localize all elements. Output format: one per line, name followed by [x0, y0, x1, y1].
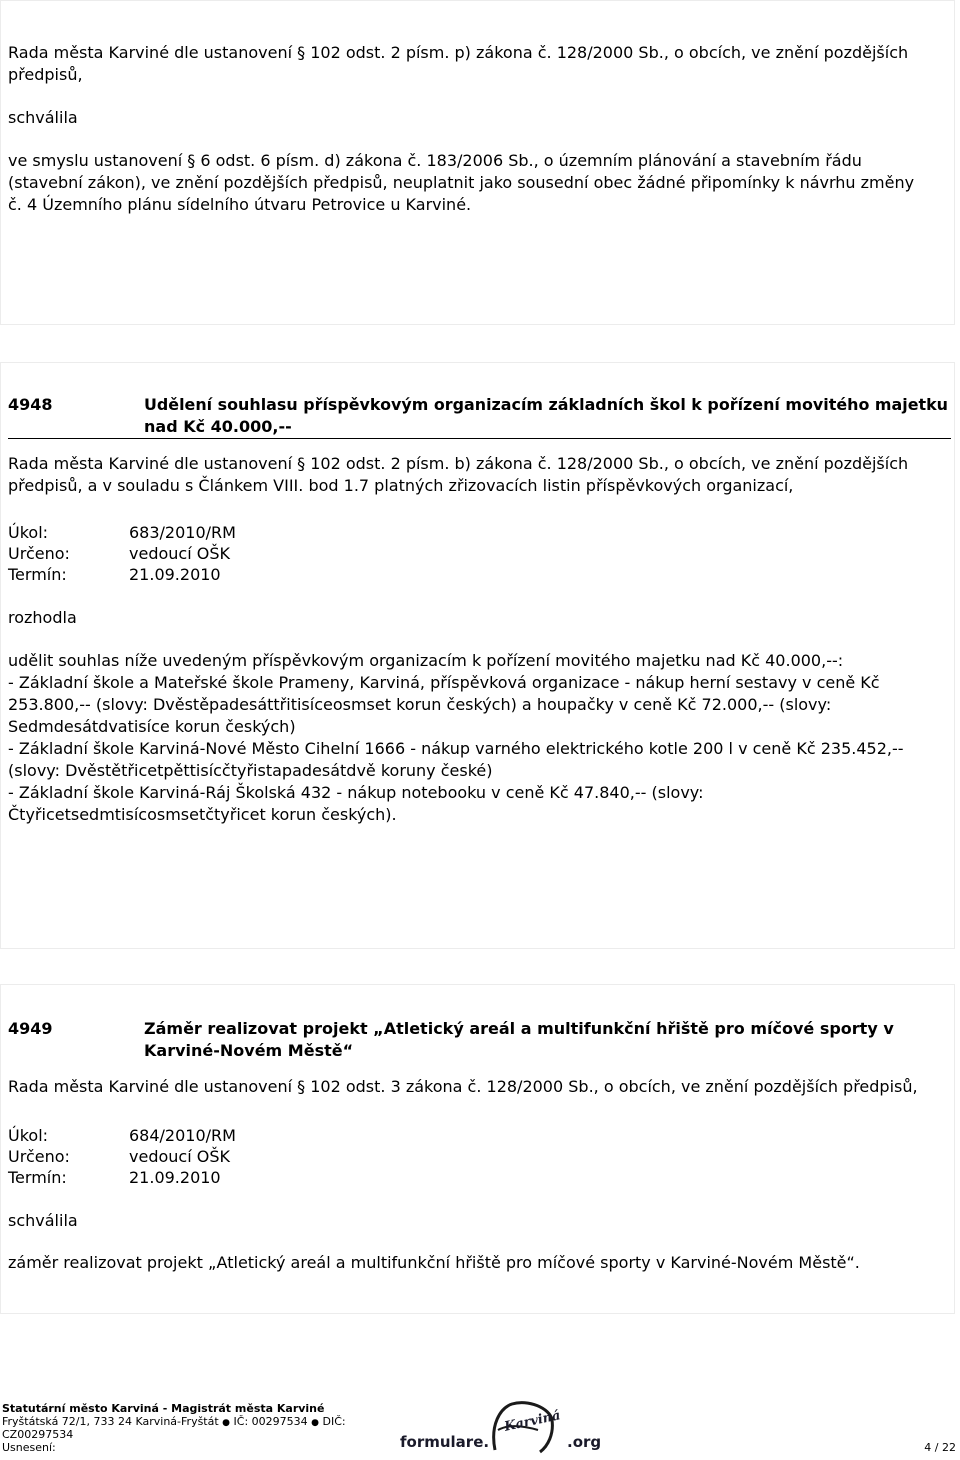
- resolution-block-4949: [0, 984, 955, 1314]
- intro-line-1: Rada města Karviné dle ustanovení § 102 odst. 2 písm. p) zákona č. 128/2000 Sb., o obcích, ve znění pozdějších: [8, 43, 909, 62]
- task-value: 684/2010/RM: [129, 1126, 236, 1145]
- body-line-4: Sedmdesátdvatisíce korun českých): [8, 717, 296, 736]
- task-value: 683/2010/RM: [129, 523, 236, 542]
- intro-line: Rada města Karviné dle ustanovení § 102 odst. 3 zákona č. 128/2000 Sb., o obcích, ve znění pozdějších předpisů,: [8, 1077, 918, 1096]
- resolution-block-1: [0, 0, 955, 325]
- decision-label: schválila: [8, 108, 78, 127]
- footer-ic: IČ: 00297534: [233, 1415, 308, 1428]
- bullet-icon: ●: [311, 1418, 320, 1428]
- task-label: Úkol:: [8, 523, 49, 542]
- body-line-2: (stavební zákon), ve znění pozdějších předpisů, neuplatnit jako sousední obec žádné připomínky k návrhu změny: [8, 173, 915, 192]
- assigned-label: Určeno:: [8, 544, 70, 563]
- intro-line-2: předpisů,: [8, 65, 83, 84]
- resolution-title-line-2: Karviné-Novém Městě“: [144, 1041, 354, 1060]
- deadline-value: 21.09.2010: [129, 565, 221, 584]
- page-number: 4 / 22: [924, 1441, 956, 1454]
- deadline-label: Termín:: [8, 565, 67, 584]
- title-underline: [8, 438, 951, 439]
- footer-dic-label: DIČ:: [322, 1415, 346, 1428]
- assigned-value: vedoucí OŠK: [129, 544, 230, 563]
- assigned-value: vedoucí OŠK: [129, 1147, 230, 1166]
- body-line-6: (slovy: Dvěstětřicetpěttisícčtyřistapadesátdvě koruny české): [8, 761, 493, 780]
- formulare-logo: [400, 1400, 612, 1456]
- logo-mid-text: Karviná: [503, 1408, 562, 1435]
- footer-address: Fryštátská 72/1, 733 24 Karviná-Fryštát: [2, 1415, 219, 1428]
- task-label: Úkol:: [8, 1126, 49, 1145]
- decision-label: schválila: [8, 1211, 78, 1230]
- intro-line-1: Rada města Karviné dle ustanovení § 102 odst. 2 písm. b) zákona č. 128/2000 Sb., o obcích, ve znění pozdějších: [8, 454, 909, 473]
- resolution-title-line-1: Záměr realizovat projekt „Atletický areál a multifunkční hřiště pro míčové sporty v: [144, 1019, 894, 1038]
- resolution-title-line-2: nad Kč 40.000,--: [144, 417, 292, 436]
- logo-left-text: formulare.: [400, 1433, 490, 1451]
- resolution-number: 4949: [8, 1019, 53, 1038]
- resolution-number: 4948: [8, 395, 53, 414]
- resolution-block-4948: [0, 362, 955, 949]
- intro-line-2: předpisů, a v souladu s Článkem VIII. bod 1.7 platných zřizovacích listin příspěvkových organizací,: [8, 476, 794, 495]
- body-line-2: - Základní škole a Mateřské škole Prameny, Karviná, příspěvková organizace - nákup herní sestavy v ceně Kč: [8, 673, 880, 692]
- body-line-7: - Základní škole Karviná-Ráj Školská 432 - nákup notebooku v ceně Kč 47.840,-- (slovy:: [8, 783, 704, 802]
- assigned-label: Určeno:: [8, 1147, 70, 1166]
- body-line-3: 253.800,-- (slovy: Dvěstěpadesáttřitisíceosmset korun českých) a houpačky v ceně Kč 72.000,-- (slovy:: [8, 695, 832, 714]
- footer-dic-value: CZ00297534: [2, 1428, 74, 1441]
- body-line-1: udělit souhlas níže uvedeným příspěvkovým organizacím k pořízení movitého majetku nad Kč 40.000,--:: [8, 651, 844, 670]
- resolution-title-line-1: Udělení souhlasu příspěvkovým organizacím základních škol k pořízení movitého majetku: [144, 395, 948, 414]
- body-line-5: - Základní škole Karviná-Nové Město Cihelní 1666 - nákup varného elektrického kotle 200 l v ceně Kč 235.452,--: [8, 739, 904, 758]
- deadline-value: 21.09.2010: [129, 1168, 221, 1187]
- footer-doc: Usnesení:: [2, 1441, 56, 1454]
- body-line-1: ve smyslu ustanovení § 6 odst. 6 písm. d) zákona č. 183/2006 Sb., o územním plánování a stavebním řádu: [8, 151, 862, 170]
- footer-org: Statutární město Karviná - Magistrát města Karviné: [2, 1402, 325, 1415]
- body-line-8: Čtyřicetsedmtisícosmsetčtyřicet korun českých).: [8, 805, 397, 824]
- body-line: záměr realizovat projekt „Atletický areál a multifunkční hřiště pro míčové sporty v Karviné-Novém Městě“.: [8, 1253, 860, 1272]
- decision-label: rozhodla: [8, 608, 77, 627]
- body-line-3: č. 4 Územního plánu sídelního útvaru Petrovice u Karviné.: [8, 195, 472, 214]
- logo-right-text: .org: [567, 1433, 602, 1451]
- deadline-label: Termín:: [8, 1168, 67, 1187]
- bullet-icon: ●: [222, 1418, 231, 1428]
